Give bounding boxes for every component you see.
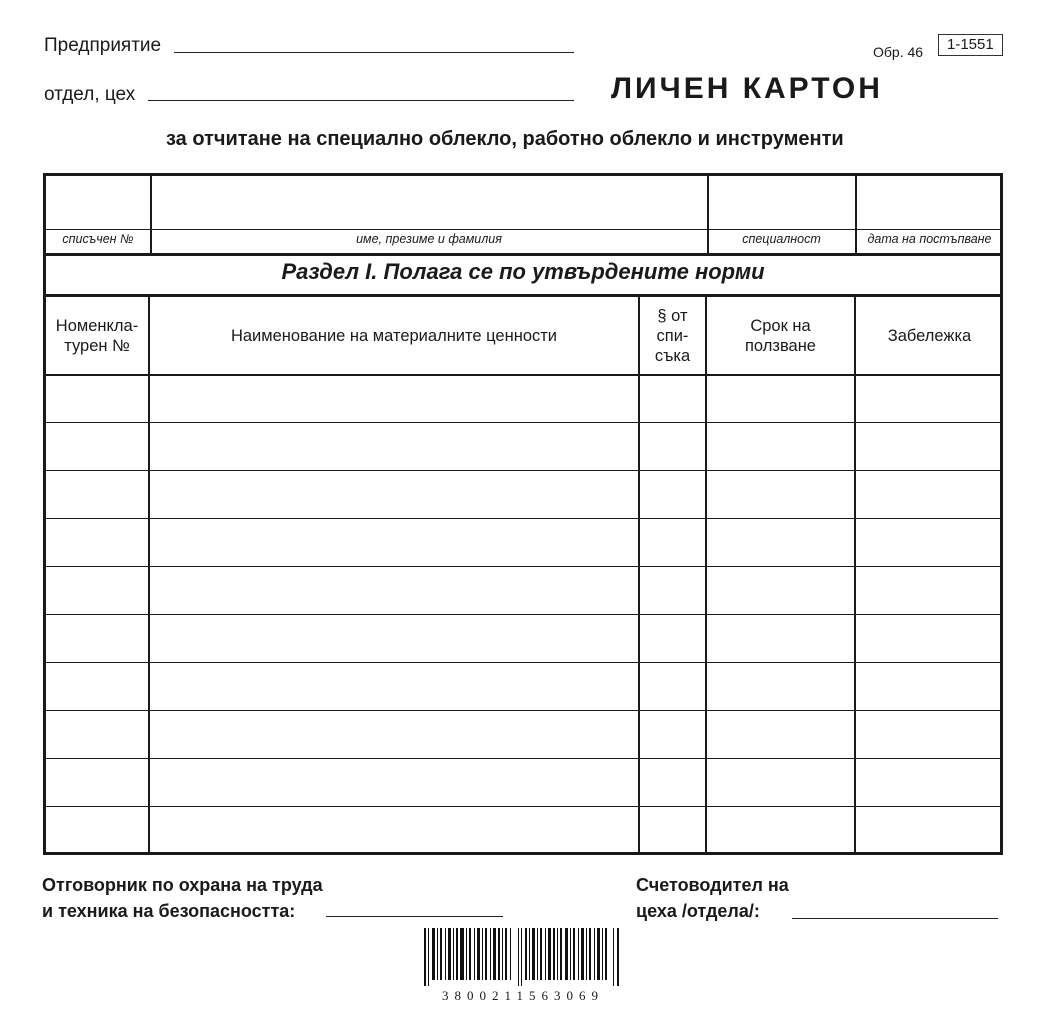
barcode-digits: 3800211563069 [441,988,605,1003]
form-number: Обр. 46 [873,44,924,60]
table-row [46,518,1000,519]
header-nomenclature-number: Номенкла- турен № [55,317,139,355]
accountant-label: Счетоводител на цеха /отдела/: [636,875,789,921]
enterprise-field[interactable] [174,52,574,53]
department-label: отдел, цех [44,84,136,105]
page-subtitle: за отчитане на специално облекло, работно облекло и инструменти [166,128,844,150]
header-note: Забележка [887,327,972,345]
page-title: ЛИЧЕН КАРТОН [611,72,883,105]
table-row [46,710,1000,711]
form-code: 1-1551 [938,34,1003,56]
safety-officer-label: Отговорник по охрана на труда и техника на безопасността: [42,875,323,921]
table-row [46,662,1000,663]
safety-officer-signature-field[interactable] [326,916,503,917]
barcode [424,928,620,986]
caption-specialty: специалност [742,232,821,246]
table-row [46,470,1000,471]
accountant-signature-field[interactable] [792,918,998,919]
section-title: Раздел I. Полага се по утвърдените норми [281,259,765,284]
table-row [46,422,1000,423]
caption-full-name: име, презиме и фамилия [356,232,502,246]
personal-card-table [43,173,1003,855]
caption-hire-date: дата на постъпване [867,232,992,246]
header-usage-period: Срок на ползване [745,317,816,355]
table-row [46,566,1000,567]
header-material-name: Наименование на материалните ценности [230,327,558,345]
table-row [46,758,1000,759]
caption-list-number: списъчен № [62,232,134,246]
table-row [46,806,1000,807]
department-field[interactable] [148,100,574,101]
enterprise-label: Предприятие [44,35,162,56]
table-row [46,614,1000,615]
header-list-paragraph: § от спи- съка [654,307,691,365]
